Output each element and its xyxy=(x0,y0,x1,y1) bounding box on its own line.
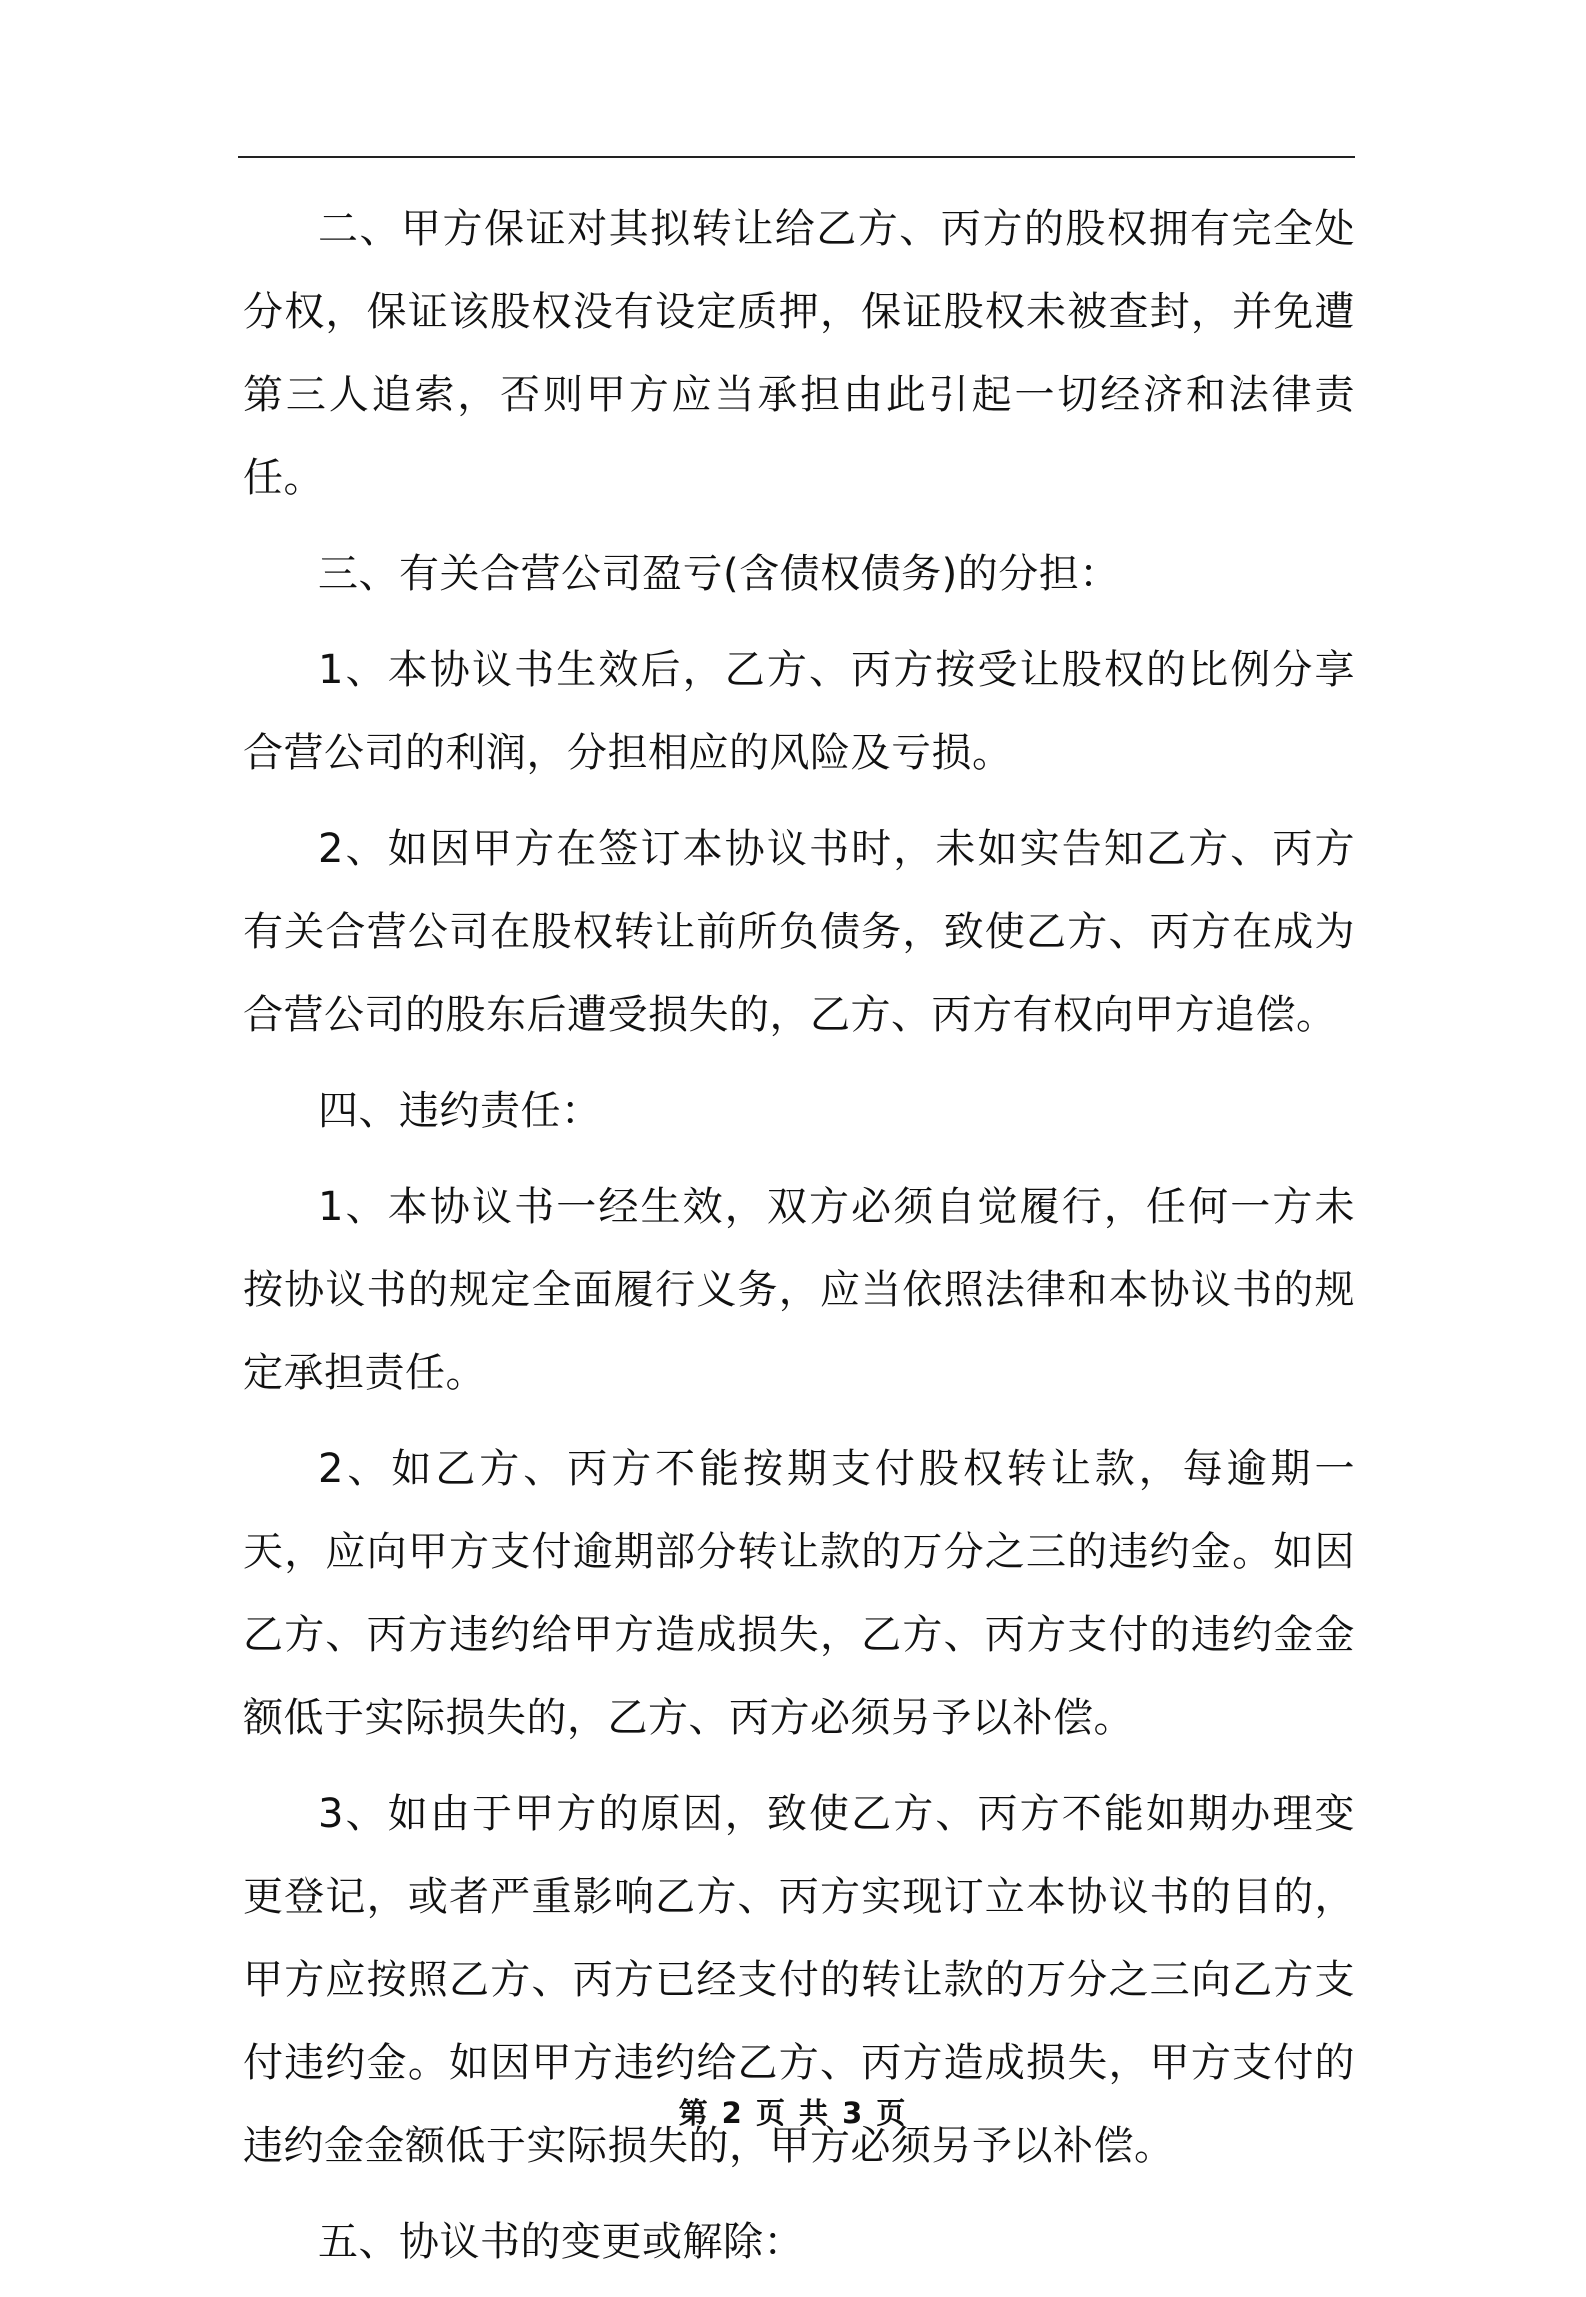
heading-section-5: 五、协议书的变更或解除： xyxy=(318,2219,804,2265)
heading-section-3: 三、有关合营公司盈亏(含债权债务)的分担： xyxy=(318,551,1120,597)
paragraph-section-4-item-1: 1、本协议书一经生效，双方必须自觉履行，任何一方未按协议书的规定全面履行义务，应当依照法律和本协议书的规定承担责任。 xyxy=(243,1184,1355,1396)
paragraph-section-2: 二、甲方保证对其拟转让给乙方、丙方的股权拥有完全处分权，保证该股权没有设定质押，保证股权未被查封，并免遭第三人追索，否则甲方应当承担由此引起一切经济和法律责任。 xyxy=(243,206,1355,501)
paragraph-section-3-item-1: 1、本协议书生效后，乙方、丙方按受让股权的比例分享合营公司的利润，分担相应的风险及亏损。 xyxy=(243,647,1355,776)
paragraph-section-4-item-3: 3、如由于甲方的原因，致使乙方、丙方不能如期办理变更登记，或者严重影响乙方、丙方实现订立本协议书的目的，甲方应按照乙方、丙方已经支付的转让款的万分之三向乙方支付违约金。如因甲方违约给乙方、丙方造成损失，甲方支付的违约金金额低于实际损失的，甲方必须另予以补偿。 xyxy=(243,1791,1355,2169)
heading-section-4: 四、违约责任： xyxy=(318,1088,602,1134)
document-body xyxy=(243,188,1355,2297)
page-number: 第 2 页 共 3 页 xyxy=(678,2096,908,2130)
paragraph-section-4-item-2: 2、如乙方、丙方不能按期支付股权转让款，每逾期一天，应向甲方支付逾期部分转让款的万分之三的违约金。如因乙方、丙方违约给甲方造成损失，乙方、丙方支付的违约金金额低于实际损失的，乙方、丙方必须另予以补偿。 xyxy=(243,1446,1355,1741)
paragraph-section-3-item-2: 2、如因甲方在签订本协议书时，未如实告知乙方、丙方有关合营公司在股权转让前所负债务，致使乙方、丙方在成为合营公司的股东后遭受损失的，乙方、丙方有权向甲方追偿。 xyxy=(243,826,1355,1038)
header-rule xyxy=(238,156,1355,158)
